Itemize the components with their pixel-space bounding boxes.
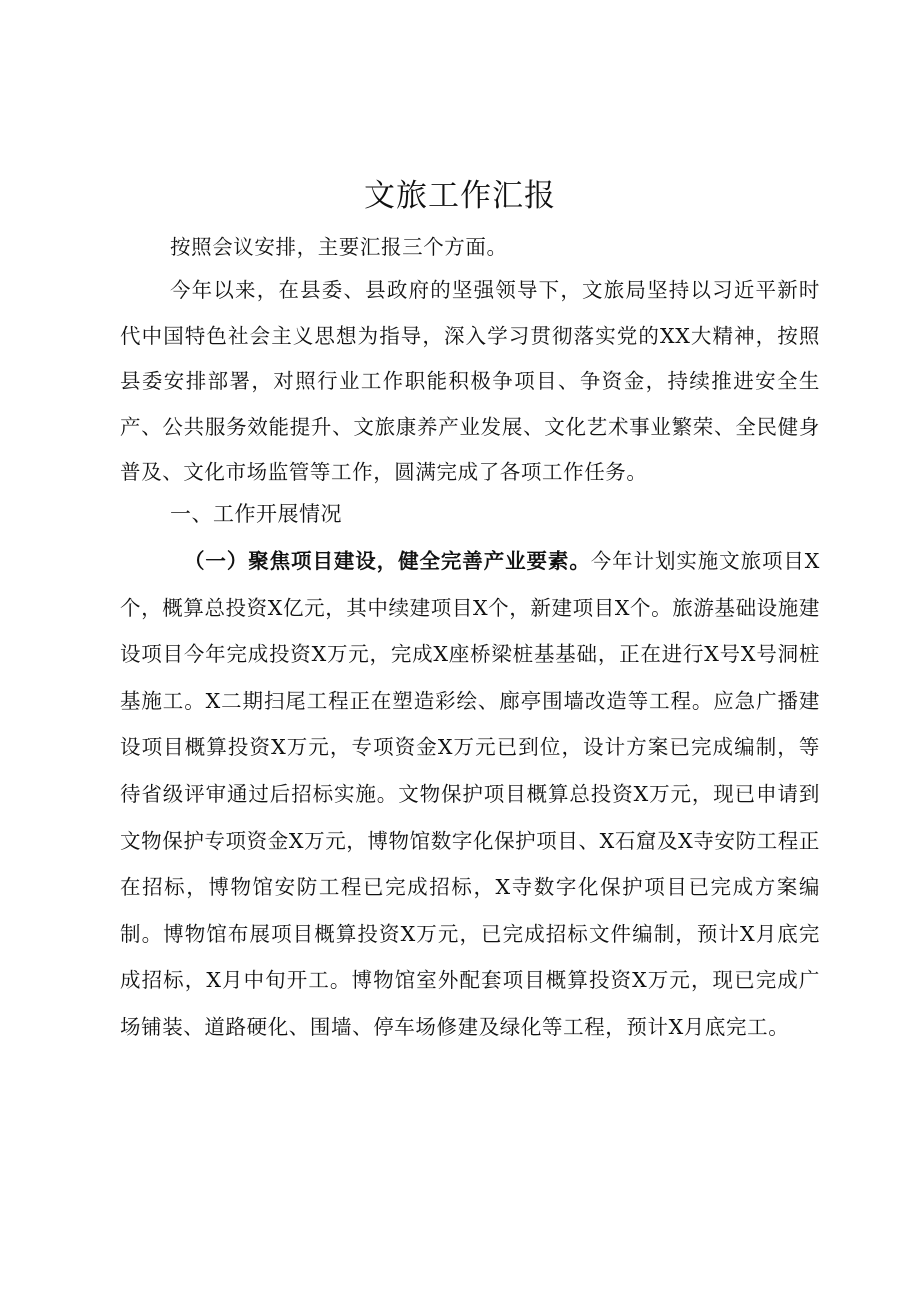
subsection-body: 今年计划实施文旅项目X个，概算总投资X亿元，其中续建项目X个，新建项目X个。旅游基础设施建设项目今年完成投资X万元，完成X座桥梁桩基基础，正在进行X号X号洞桩基施工。X二期扫尾工程正在塑造彩绘、廊亭围墙改造等工程。应急广播建设项目概算投资X万元，专项资金X万元已到位，设计方案已完成编制，等待省级评审通过后招标实施。文物保护项目概算总投资X万元，现已申请到文物保护专项资金X万元，博物馆数字化保护项目、X石窟及X寺安防工程正在招标，博物馆安防工程已完成招标，X寺数字化保护项目已完成方案编制。博物馆布展项目概算投资X万元，已完成招标文件编制，预计X月底完成招标，X月中旬开工。博物馆室外配套项目概算投资X万元，现已完成广场铺装、道路硬化、围墙、停车场修建及绿化等工程，预计X月底完工。 [120,549,820,1039]
subsection-lead: （一）聚焦项目建设，健全完善产业要素。 [184,549,591,573]
section-heading-work-progress: 一、工作开展情况 [170,502,342,526]
intro-paragraph: 按照会议安排，主要汇报三个方面。 [170,235,508,259]
overview-paragraph: 今年以来，在县委、县政府的坚强领导下，文旅局坚持以习近平新时代中国特色社会主义思想为指导，深入学习贯彻落实党的XX大精神，按照县委安排部署，对照行业工作职能积极争项目、争资金，持续推进安全生产、公共服务效能提升、文旅康养产业发展、文化艺术事业繁荣、全民健身普及、文化市场监管等工作，圆满完成了各项工作任务。 [120,278,820,484]
subsection-project-construction [120,538,820,1051]
document-title: 文旅工作汇报 [364,178,556,214]
